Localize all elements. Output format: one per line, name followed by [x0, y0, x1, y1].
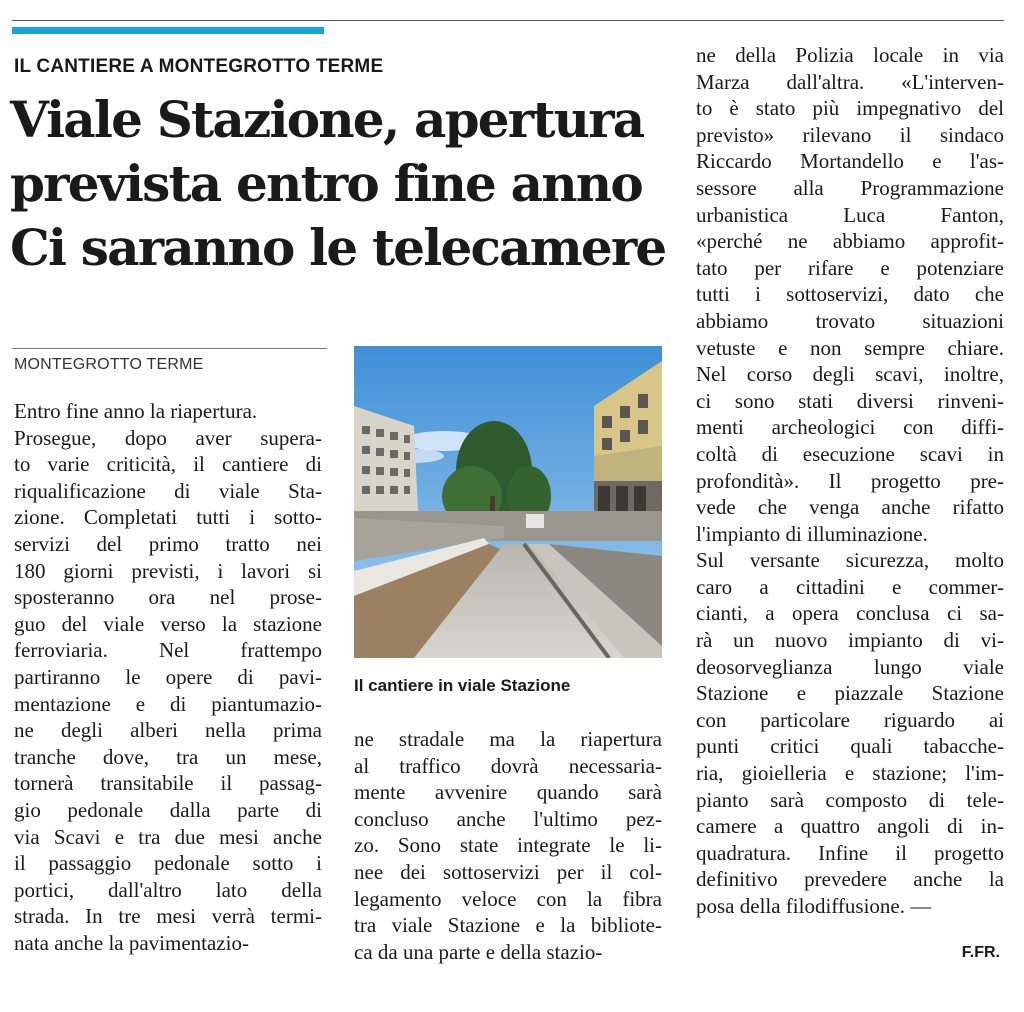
headline-line-1: Viale Stazione, apertura	[10, 90, 644, 149]
article-photo	[354, 346, 662, 658]
byline-rule	[12, 348, 327, 349]
body-column-3	[696, 42, 1004, 920]
top-rule	[12, 20, 1004, 21]
text-line: tranche dove, tra un mese,	[14, 744, 322, 769]
text-line: abbiamo trovato situazioni	[696, 308, 1004, 333]
text-line: concluso anche l'ultimo pez-	[354, 806, 662, 831]
text-line: mentazione e di piantumazio-	[14, 691, 322, 716]
text-line: via Scavi e tra due mesi anche	[14, 824, 322, 849]
text-line: camere a quattro angoli di in-	[696, 814, 1004, 839]
text-line: nata anche la pavimentazio-	[14, 930, 249, 955]
text-line: tutti i sottoservizi, dato che	[696, 282, 1004, 307]
text-line: Nel corso degli scavi, inoltre,	[696, 362, 1004, 387]
text-line: servizi del primo tratto nei	[14, 531, 322, 556]
text-line: mente avvenire quando sarà	[354, 780, 662, 805]
text-line: urbanistica Luca Fanton,	[696, 202, 1004, 227]
text-line: riqualificazione di viale Sta-	[14, 478, 322, 503]
text-line: vetuste e non sempre chiare.	[696, 335, 1004, 360]
text-line: pianto sarà composto di tele-	[696, 787, 1004, 812]
text-line: cianti, a opera conclusa ci sa-	[696, 601, 1004, 626]
text-line: posa della filodiffusione. —	[696, 894, 932, 918]
text-line: to varie criticità, il cantiere di	[14, 452, 322, 477]
text-line: deosorveglianza lungo viale	[696, 654, 1004, 679]
text-line: strada. In tre mesi verrà termi-	[14, 904, 322, 929]
text-line: legamento veloce con la fibra	[354, 886, 662, 911]
text-line: caro a cittadini e commer-	[696, 574, 1004, 599]
text-line: tornerà transitabile il passag-	[14, 771, 322, 796]
text-line: l'impianto di illuminazione.	[696, 521, 928, 546]
text-line: punti critici quali tabacche-	[696, 734, 1004, 759]
photo-caption: Il cantiere in viale Stazione	[354, 676, 571, 695]
text-line: Prosegue, dopo aver supera-	[14, 425, 322, 450]
headline-line-2: prevista entro fine anno	[10, 154, 642, 213]
text-line: ria, gioielleria e stazione; l'im-	[696, 761, 1004, 786]
text-line: al traffico dovrà necessaria-	[354, 753, 662, 778]
text-line: Entro fine anno la riapertura.	[14, 399, 258, 423]
kicker: IL CANTIERE A MONTEGROTTO TERME	[14, 56, 384, 77]
text-line: zione. Completati tutti i sotto-	[14, 505, 322, 530]
text-line: ferroviaria. Nel frattempo	[14, 638, 322, 663]
text-line: ci sono stati diversi rinveni-	[696, 388, 1004, 413]
text-line: Sul versante sicurezza, molto	[696, 548, 1004, 573]
text-line: Riccardo Mortandello e l'as-	[696, 149, 1004, 174]
body-column-1	[14, 398, 322, 956]
text-line: «perché ne abbiamo approfit-	[696, 229, 1004, 254]
text-line: vede che venga anche rifatto	[696, 495, 1004, 520]
text-line: rà un nuovo impianto di vi-	[696, 628, 1004, 653]
text-line: ne degli alberi nella prima	[14, 718, 322, 743]
text-line: menti archeologici con diffi-	[696, 415, 1004, 440]
byline: MONTEGROTTO TERME	[14, 356, 204, 373]
text-line: quadratura. Infine il progetto	[696, 840, 1004, 865]
text-line: ne della Polizia locale in via	[696, 43, 1004, 67]
text-line: portici, dall'altro lato della	[14, 877, 322, 902]
text-line: previsto» rilevano il sindaco	[696, 122, 1004, 147]
text-line: tato per rifare e potenziare	[696, 255, 1004, 280]
text-line: sposteranno ora nel prose-	[14, 585, 322, 610]
text-line: Marza dall'altra. «L'interven-	[696, 69, 1004, 94]
text-line: nee dei sottoservizi per il col-	[354, 859, 662, 884]
text-line: profondità». Il progetto pre-	[696, 468, 1004, 493]
text-line: coltà di esecuzione scavi in	[696, 441, 1004, 466]
text-line: 180 giorni previsti, i lavori si	[14, 558, 322, 583]
text-line: sessore alla Programmazione	[696, 175, 1004, 200]
text-line: Stazione e piazzale Stazione	[696, 681, 1004, 706]
text-line: con particolare riguardo ai	[696, 707, 1004, 732]
author-signature: F.FR.	[961, 944, 1000, 961]
headline-line-3: Ci saranno le telecamere	[10, 218, 666, 277]
text-line: partiranno le opere di pavi-	[14, 664, 322, 689]
text-line: gio pedonale dalla parte di	[14, 797, 322, 822]
headline	[10, 88, 690, 280]
body-column-2	[354, 726, 662, 965]
text-line: ne stradale ma la riapertura	[354, 727, 662, 751]
street-photo-image	[354, 346, 662, 658]
text-line: definitivo prevedere anche la	[696, 867, 1004, 892]
text-line: to è stato più impegnativo del	[696, 96, 1004, 121]
text-line: ca da una parte e della stazio-	[354, 939, 603, 964]
text-line: il passaggio pedonale sotto i	[14, 851, 322, 876]
text-line: guo del viale verso la stazione	[14, 611, 322, 636]
text-line: tra viale Stazione e la bibliote-	[354, 913, 662, 938]
text-line: zo. Sono state integrate le li-	[354, 833, 662, 858]
accent-bar	[12, 27, 324, 34]
